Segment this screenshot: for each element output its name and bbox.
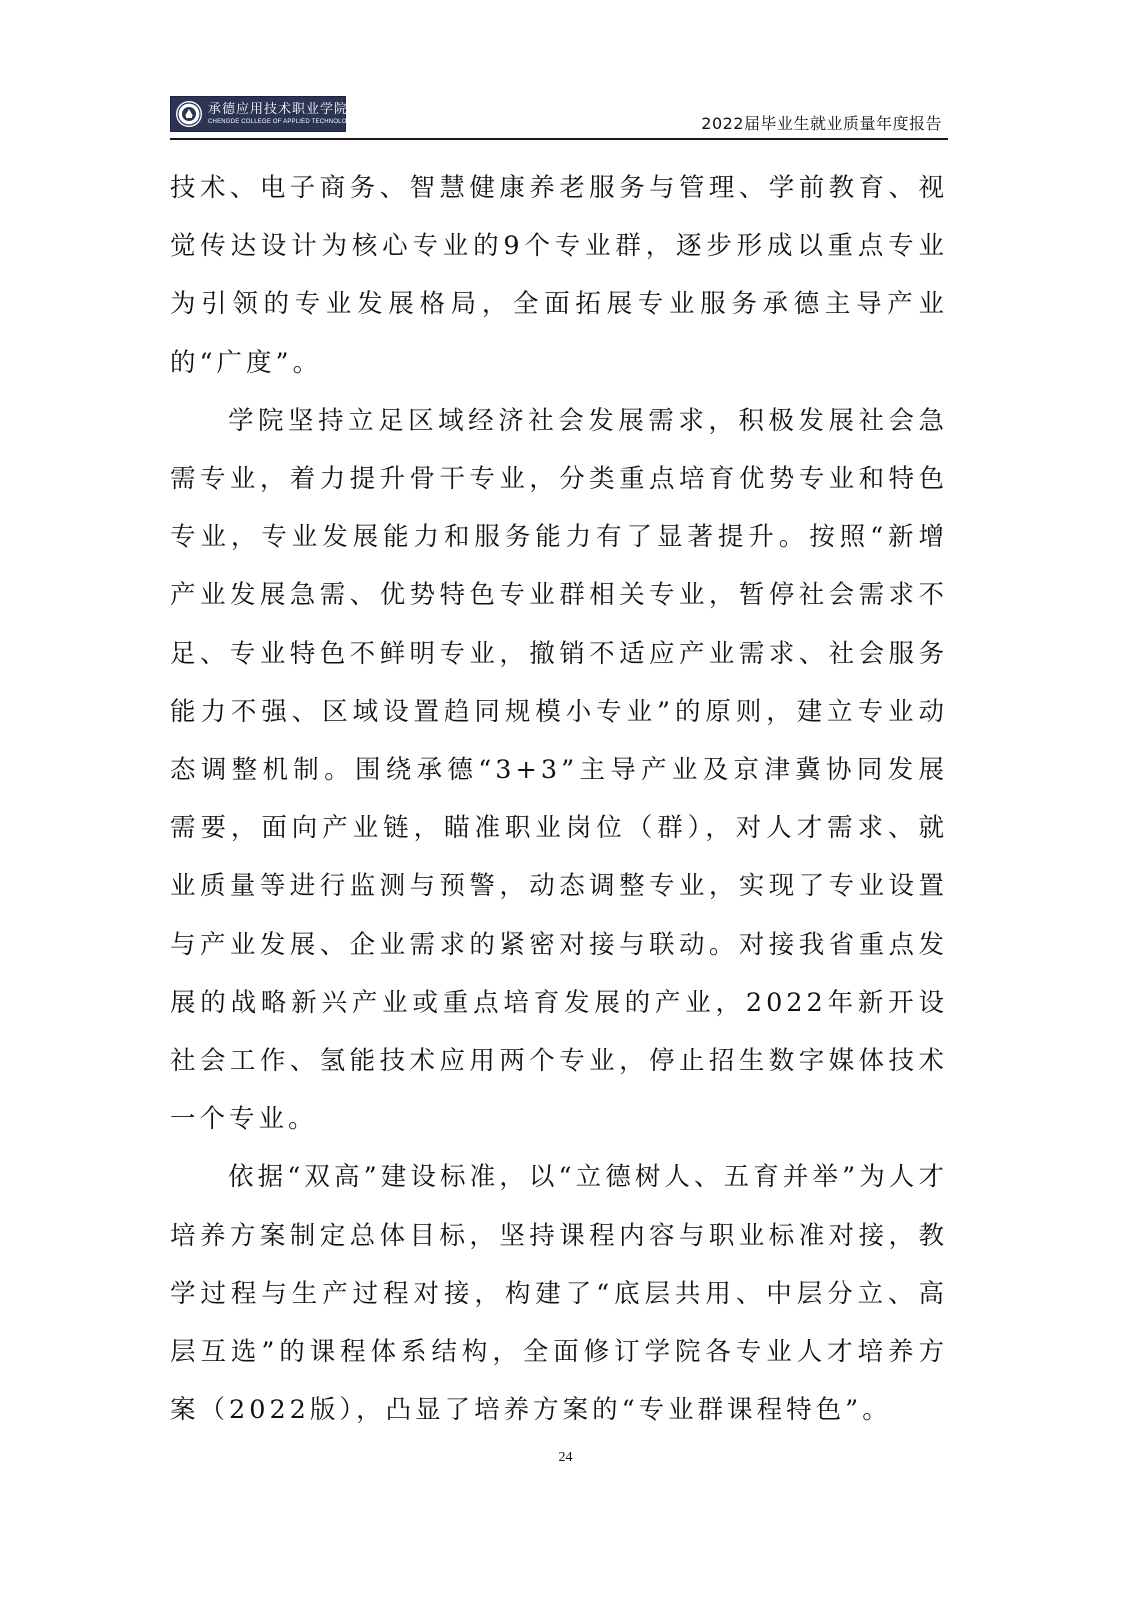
page-number: 24 (558, 1450, 573, 1465)
logo-english-name: CHENGDE COLLEGE OF APPLIED TECHNOLOGY (208, 119, 356, 125)
page-header (170, 96, 948, 140)
paragraph-1: 技术、电子商务、智慧健康养老服务与管理、学前教育、视觉传达设计为核心专业的9个专业群，逐步形成以重点专业为引领的专业发展格局，全面拓展专业服务承德主导产业的“广度”。 (170, 173, 948, 378)
college-logo (170, 96, 356, 132)
college-seal-icon (175, 100, 203, 128)
logo-text (208, 103, 356, 125)
logo-chinese-name: 承德应用技术职业学院 (208, 102, 349, 117)
paragraph-3: 依据“双高”建设标准，以“立德树人、五育并举”为人才培养方案制定总体目标，坚持课程内容与职业标准对接，教学过程与生产过程对接，构建了“底层共用、中层分立、高层互选”的课程体系结构，全面修订学院各专业人才培养方案（2022版），凸显了培养方案的“专业群课程特色”。 (170, 1162, 948, 1426)
paragraph-2: 学院坚持立足区域经济社会发展需求，积极发展社会急需专业，着力提升骨干专业，分类重点培育优势专业和特色专业，专业发展能力和服务能力有了显著提升。按照“新增产业发展急需、优势特色专业群相关专业，暂停社会需求不足、专业特色不鲜明专业，撤销不适应产业需求、社会服务能力不强、区域设置趋同规模小专业”的原则，建立专业动态调整机制。围绕承德“3+3”主导产业及京津冀协同发展需要，面向产业链，瞄准职业岗位（群），对人才需求、就业质量等进行监测与预警，动态调整专业，实现了专业设置与产业发展、企业需求的紧密对接与联动。对接我省重点发展的战略新兴产业或重点培育发展的产业，2022年新开设社会工作、氢能技术应用两个专业，停止招生数字媒体技术一个专业。 (170, 405, 948, 1135)
body-text (170, 159, 948, 1439)
report-title: 2022届毕业生就业质量年度报告 (701, 114, 942, 133)
